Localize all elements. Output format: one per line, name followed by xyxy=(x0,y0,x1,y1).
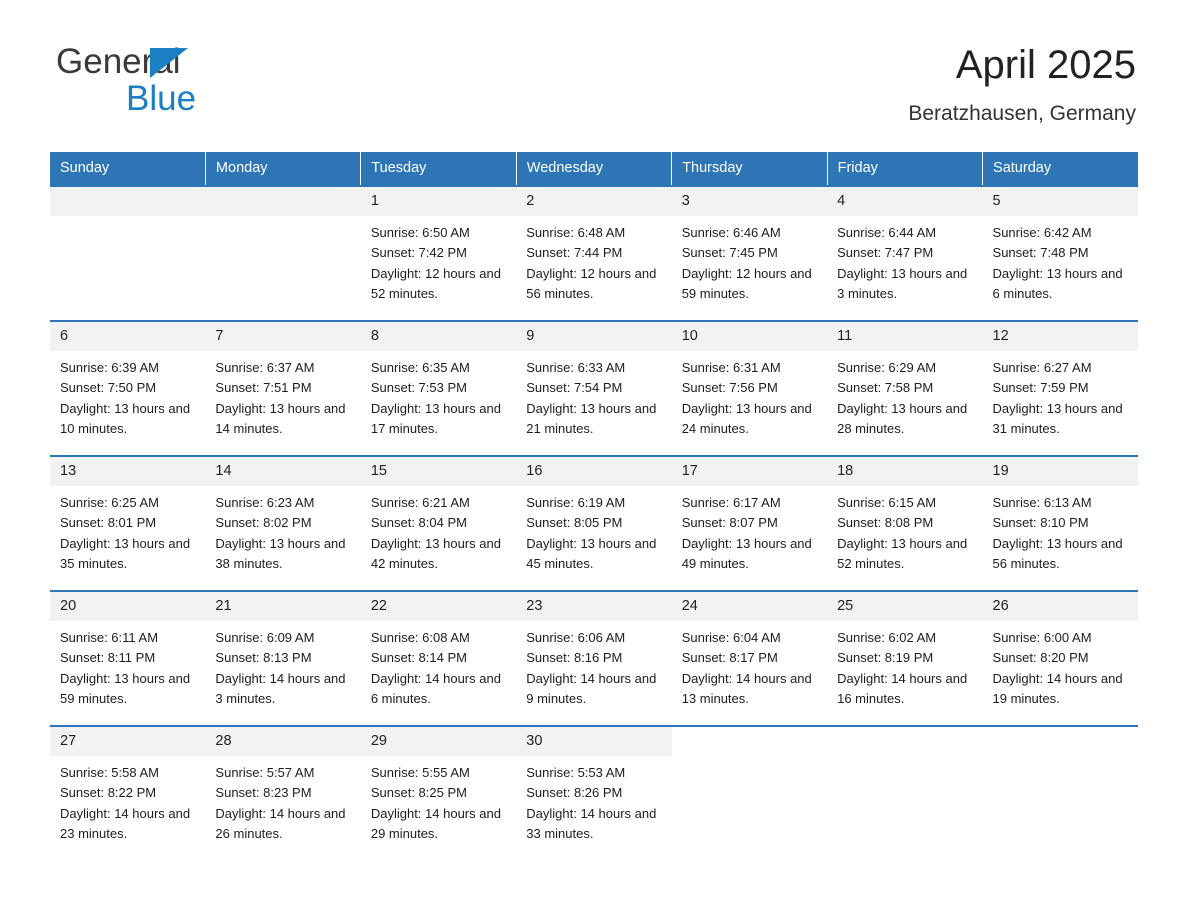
day-sun-info xyxy=(827,621,982,709)
calendar-day-cell[interactable] xyxy=(205,456,360,591)
calendar-body xyxy=(50,186,1138,861)
daylight-text: Daylight: 13 hours and 45 minutes. xyxy=(526,535,657,571)
sunset-text: Sunset: 8:02 PM xyxy=(215,515,312,531)
daylight-text: Daylight: 13 hours and 49 minutes. xyxy=(681,535,812,571)
daylight-text: Daylight: 14 hours and 23 minutes. xyxy=(60,805,191,841)
day-number: 27 xyxy=(50,727,205,756)
sunrise-text: Sunrise: 6:29 AM xyxy=(837,360,937,375)
sunrise-text: Sunrise: 6:48 AM xyxy=(526,225,626,240)
sunset-text: Sunset: 8:14 PM xyxy=(370,650,467,666)
day-sun-info xyxy=(50,486,205,574)
day-number: 4 xyxy=(827,187,982,216)
day-sun-info xyxy=(827,351,982,439)
location-subtitle: Beratzhausen, Germany xyxy=(908,102,1136,125)
daylight-text: Daylight: 14 hours and 29 minutes. xyxy=(370,805,501,841)
calendar-day-cell[interactable] xyxy=(361,726,516,861)
day-number: 20 xyxy=(50,592,205,621)
day-number: 2 xyxy=(516,187,671,216)
calendar-day-cell[interactable] xyxy=(983,591,1138,726)
daylight-text: Daylight: 14 hours and 13 minutes. xyxy=(681,670,812,706)
weekday-header-friday: Friday xyxy=(827,152,982,186)
day-number: 1 xyxy=(361,187,516,216)
daylight-text: Daylight: 13 hours and 17 minutes. xyxy=(370,400,501,436)
calendar-day-cell[interactable] xyxy=(205,591,360,726)
day-sun-info xyxy=(205,486,360,574)
calendar-week-row xyxy=(50,591,1138,726)
sunset-text: Sunset: 7:59 PM xyxy=(992,380,1089,396)
sunset-text: Sunset: 7:54 PM xyxy=(526,380,623,396)
sunrise-text: Sunrise: 5:53 AM xyxy=(526,765,626,780)
daylight-text: Daylight: 13 hours and 24 minutes. xyxy=(681,400,812,436)
calendar-day-cell[interactable] xyxy=(516,726,671,861)
day-number: 13 xyxy=(50,457,205,486)
day-number: 25 xyxy=(827,592,982,621)
day-cell-content xyxy=(983,727,1138,861)
calendar-day-cell[interactable] xyxy=(983,456,1138,591)
calendar-day-cell[interactable] xyxy=(827,591,982,726)
day-number: 19 xyxy=(983,457,1138,486)
daylight-text: Daylight: 12 hours and 52 minutes. xyxy=(370,265,501,301)
sunset-text: Sunset: 7:48 PM xyxy=(992,245,1089,261)
day-sun-info xyxy=(50,351,205,439)
daylight-text: Daylight: 13 hours and 10 minutes. xyxy=(60,400,191,436)
day-sun-info xyxy=(361,756,516,844)
sunrise-text: Sunrise: 6:25 AM xyxy=(60,495,159,510)
day-number: 26 xyxy=(983,592,1138,621)
logo-triangle-icon xyxy=(150,48,188,78)
sunset-text: Sunset: 8:23 PM xyxy=(215,785,312,801)
weekday-header-thursday: Thursday xyxy=(672,152,827,186)
calendar-week-row xyxy=(50,321,1138,456)
sunrise-text: Sunrise: 6:31 AM xyxy=(681,360,781,375)
day-sun-info xyxy=(983,216,1138,304)
sunrise-text: Sunrise: 6:37 AM xyxy=(215,360,315,375)
calendar-day-cell[interactable] xyxy=(516,591,671,726)
sunrise-text: Sunrise: 6:15 AM xyxy=(837,495,937,510)
sunrise-text: Sunrise: 6:23 AM xyxy=(215,495,315,510)
sunrise-text: Sunrise: 6:11 AM xyxy=(60,630,159,645)
daylight-text: Daylight: 14 hours and 6 minutes. xyxy=(370,670,501,706)
day-number: 11 xyxy=(827,322,982,351)
calendar-day-cell[interactable] xyxy=(361,591,516,726)
sunrise-text: Sunrise: 5:58 AM xyxy=(60,765,159,780)
day-number: 21 xyxy=(205,592,360,621)
day-sun-info xyxy=(361,621,516,709)
page-header xyxy=(0,0,1188,126)
day-number: 29 xyxy=(361,727,516,756)
logo-text-general: General xyxy=(56,42,181,81)
sunrise-text: Sunrise: 6:09 AM xyxy=(215,630,315,645)
day-number xyxy=(50,187,205,216)
sunrise-text: Sunrise: 5:55 AM xyxy=(370,765,470,780)
day-cell-content xyxy=(50,187,205,320)
weekday-header-saturday: Saturday xyxy=(983,152,1138,186)
sunrise-text: Sunrise: 6:44 AM xyxy=(837,225,937,240)
day-cell-content xyxy=(516,322,671,455)
day-sun-info xyxy=(361,351,516,439)
day-sun-info xyxy=(50,756,205,844)
daylight-text: Daylight: 13 hours and 59 minutes. xyxy=(60,670,191,706)
sunrise-text: Sunrise: 6:27 AM xyxy=(992,360,1092,375)
daylight-text: Daylight: 13 hours and 14 minutes. xyxy=(215,400,346,436)
daylight-text: Daylight: 13 hours and 3 minutes. xyxy=(837,265,968,301)
day-cell-content xyxy=(672,457,827,590)
calendar-day-cell[interactable] xyxy=(827,456,982,591)
calendar-day-cell[interactable] xyxy=(672,186,827,321)
day-number: 7 xyxy=(205,322,360,351)
day-cell-content xyxy=(361,187,516,320)
day-sun-info xyxy=(516,756,671,844)
weekday-header-wednesday: Wednesday xyxy=(516,152,671,186)
sunset-text: Sunset: 8:01 PM xyxy=(60,515,157,531)
daylight-text: Daylight: 13 hours and 35 minutes. xyxy=(60,535,191,571)
day-sun-info xyxy=(827,486,982,574)
sunrise-text: Sunrise: 6:21 AM xyxy=(370,495,470,510)
day-number: 28 xyxy=(205,727,360,756)
sunset-text: Sunset: 8:04 PM xyxy=(370,515,467,531)
day-sun-info xyxy=(672,621,827,709)
sunset-text: Sunset: 7:53 PM xyxy=(370,380,467,396)
day-sun-info xyxy=(205,351,360,439)
day-number: 18 xyxy=(827,457,982,486)
sunrise-text: Sunrise: 6:08 AM xyxy=(370,630,470,645)
sunset-text: Sunset: 8:17 PM xyxy=(681,650,778,666)
sunrise-text: Sunrise: 6:39 AM xyxy=(60,360,159,375)
day-sun-info xyxy=(361,216,516,304)
sunset-text: Sunset: 8:05 PM xyxy=(526,515,623,531)
sunrise-text: Sunrise: 6:13 AM xyxy=(992,495,1092,510)
day-sun-info xyxy=(983,621,1138,709)
sunset-text: Sunset: 8:25 PM xyxy=(370,785,467,801)
day-cell-content xyxy=(672,322,827,455)
sunset-text: Sunset: 7:58 PM xyxy=(837,380,934,396)
sunrise-text: Sunrise: 6:35 AM xyxy=(370,360,470,375)
daylight-text: Daylight: 14 hours and 9 minutes. xyxy=(526,670,657,706)
daylight-text: Daylight: 14 hours and 16 minutes. xyxy=(837,670,968,706)
day-cell-content xyxy=(827,727,982,861)
daylight-text: Daylight: 13 hours and 31 minutes. xyxy=(992,400,1123,436)
sunrise-text: Sunrise: 6:42 AM xyxy=(992,225,1092,240)
calendar-day-cell[interactable] xyxy=(672,321,827,456)
day-cell-content xyxy=(361,457,516,590)
day-cell-content xyxy=(983,187,1138,320)
day-sun-info xyxy=(516,621,671,709)
sunset-text: Sunset: 8:11 PM xyxy=(60,650,156,666)
day-number xyxy=(983,727,1138,756)
daylight-text: Daylight: 14 hours and 33 minutes. xyxy=(526,805,657,841)
sunset-text: Sunset: 7:45 PM xyxy=(681,245,778,261)
day-cell-content xyxy=(983,322,1138,455)
weekday-header-tuesday: Tuesday xyxy=(361,152,516,186)
calendar-day-cell[interactable] xyxy=(827,321,982,456)
day-number: 8 xyxy=(361,322,516,351)
day-cell-content xyxy=(516,727,671,861)
day-cell-content xyxy=(672,727,827,861)
day-sun-info xyxy=(205,621,360,709)
sunset-text: Sunset: 8:20 PM xyxy=(992,650,1089,666)
day-number: 16 xyxy=(516,457,671,486)
day-number: 3 xyxy=(672,187,827,216)
general-blue-logo xyxy=(56,44,196,116)
day-cell-content xyxy=(205,322,360,455)
daylight-text: Daylight: 14 hours and 26 minutes. xyxy=(215,805,346,841)
day-number: 30 xyxy=(516,727,671,756)
title-block xyxy=(908,44,1136,126)
day-cell-content xyxy=(361,727,516,861)
day-cell-content xyxy=(827,187,982,320)
calendar-day-cell[interactable] xyxy=(361,186,516,321)
sunset-text: Sunset: 7:56 PM xyxy=(681,380,778,396)
daylight-text: Daylight: 13 hours and 28 minutes. xyxy=(837,400,968,436)
day-number: 6 xyxy=(50,322,205,351)
sunset-text: Sunset: 8:26 PM xyxy=(526,785,623,801)
calendar-week-row xyxy=(50,186,1138,321)
calendar-week-row xyxy=(50,726,1138,861)
day-number xyxy=(827,727,982,756)
day-sun-info xyxy=(827,216,982,304)
day-cell-content xyxy=(361,322,516,455)
day-cell-content xyxy=(516,592,671,725)
day-number: 14 xyxy=(205,457,360,486)
day-sun-info xyxy=(361,486,516,574)
day-number: 17 xyxy=(672,457,827,486)
day-cell-content xyxy=(516,187,671,320)
calendar-day-cell[interactable] xyxy=(50,321,205,456)
day-number: 22 xyxy=(361,592,516,621)
day-number xyxy=(205,187,360,216)
calendar-week-row xyxy=(50,456,1138,591)
day-sun-info xyxy=(983,486,1138,574)
day-sun-info xyxy=(516,486,671,574)
sunset-text: Sunset: 7:44 PM xyxy=(526,245,623,261)
day-cell-content xyxy=(827,457,982,590)
day-sun-info xyxy=(205,756,360,844)
daylight-text: Daylight: 13 hours and 38 minutes. xyxy=(215,535,346,571)
calendar-empty-cell xyxy=(672,726,827,861)
logo-text-blue: Blue xyxy=(126,79,197,118)
calendar-empty-cell xyxy=(205,186,360,321)
sunset-text: Sunset: 8:07 PM xyxy=(681,515,778,531)
sunrise-text: Sunrise: 6:19 AM xyxy=(526,495,626,510)
sunset-text: Sunset: 7:47 PM xyxy=(837,245,934,261)
sunset-text: Sunset: 8:16 PM xyxy=(526,650,623,666)
sunset-text: Sunset: 8:19 PM xyxy=(837,650,934,666)
weekday-header-monday: Monday xyxy=(205,152,360,186)
sunrise-text: Sunrise: 6:00 AM xyxy=(992,630,1092,645)
sunset-text: Sunset: 8:08 PM xyxy=(837,515,934,531)
sunrise-text: Sunrise: 6:50 AM xyxy=(370,225,470,240)
sunrise-text: Sunrise: 6:02 AM xyxy=(837,630,937,645)
calendar-day-cell[interactable] xyxy=(672,591,827,726)
weekday-header-row xyxy=(50,152,1138,186)
day-cell-content xyxy=(50,322,205,455)
day-cell-content xyxy=(516,457,671,590)
day-cell-content xyxy=(827,322,982,455)
day-number: 23 xyxy=(516,592,671,621)
day-cell-content xyxy=(50,592,205,725)
day-sun-info xyxy=(672,486,827,574)
sunrise-text: Sunrise: 6:06 AM xyxy=(526,630,626,645)
sunrise-text: Sunrise: 6:33 AM xyxy=(526,360,626,375)
day-sun-info xyxy=(516,351,671,439)
calendar-day-cell[interactable] xyxy=(50,726,205,861)
sunset-text: Sunset: 8:13 PM xyxy=(215,650,312,666)
day-number: 12 xyxy=(983,322,1138,351)
daylight-text: Daylight: 14 hours and 19 minutes. xyxy=(992,670,1123,706)
day-cell-content xyxy=(827,592,982,725)
calendar-day-cell[interactable] xyxy=(516,456,671,591)
day-cell-content xyxy=(361,592,516,725)
weekday-header-sunday: Sunday xyxy=(50,152,205,186)
daylight-text: Daylight: 13 hours and 21 minutes. xyxy=(526,400,657,436)
day-cell-content xyxy=(983,592,1138,725)
day-cell-content xyxy=(205,457,360,590)
page-title: April 2025 xyxy=(955,43,1136,87)
day-cell-content xyxy=(205,592,360,725)
calendar-table xyxy=(50,152,1138,861)
daylight-text: Daylight: 13 hours and 6 minutes. xyxy=(992,265,1123,301)
sunset-text: Sunset: 7:50 PM xyxy=(60,380,157,396)
calendar-day-cell[interactable] xyxy=(672,456,827,591)
daylight-text: Daylight: 14 hours and 3 minutes. xyxy=(215,670,346,706)
sunset-text: Sunset: 8:10 PM xyxy=(992,515,1089,531)
day-sun-info xyxy=(672,351,827,439)
day-cell-content xyxy=(205,187,360,320)
calendar-day-cell[interactable] xyxy=(983,186,1138,321)
calendar-day-cell[interactable] xyxy=(361,321,516,456)
calendar-day-cell[interactable] xyxy=(50,591,205,726)
daylight-text: Daylight: 13 hours and 52 minutes. xyxy=(837,535,968,571)
day-sun-info xyxy=(983,351,1138,439)
day-sun-info xyxy=(50,621,205,709)
daylight-text: Daylight: 12 hours and 59 minutes. xyxy=(681,265,812,301)
sunrise-text: Sunrise: 6:17 AM xyxy=(681,495,781,510)
calendar-day-cell[interactable] xyxy=(516,321,671,456)
sunrise-text: Sunrise: 6:46 AM xyxy=(681,225,781,240)
sunrise-text: Sunrise: 5:57 AM xyxy=(215,765,315,780)
day-cell-content xyxy=(50,457,205,590)
day-cell-content xyxy=(50,727,205,861)
day-cell-content xyxy=(672,592,827,725)
sunset-text: Sunset: 7:51 PM xyxy=(215,380,312,396)
day-cell-content xyxy=(983,457,1138,590)
daylight-text: Daylight: 12 hours and 56 minutes. xyxy=(526,265,657,301)
calendar-empty-cell xyxy=(50,186,205,321)
sunset-text: Sunset: 8:22 PM xyxy=(60,785,157,801)
calendar-empty-cell xyxy=(983,726,1138,861)
day-number: 9 xyxy=(516,322,671,351)
calendar-day-cell[interactable] xyxy=(205,726,360,861)
calendar-day-cell[interactable] xyxy=(205,321,360,456)
calendar-day-cell[interactable] xyxy=(361,456,516,591)
calendar-day-cell[interactable] xyxy=(516,186,671,321)
day-number xyxy=(672,727,827,756)
calendar-empty-cell xyxy=(827,726,982,861)
day-number: 10 xyxy=(672,322,827,351)
daylight-text: Daylight: 13 hours and 56 minutes. xyxy=(992,535,1123,571)
sunrise-text: Sunrise: 6:04 AM xyxy=(681,630,781,645)
calendar-day-cell[interactable] xyxy=(983,321,1138,456)
calendar-day-cell[interactable] xyxy=(50,456,205,591)
day-number: 24 xyxy=(672,592,827,621)
day-cell-content xyxy=(205,727,360,861)
day-cell-content xyxy=(672,187,827,320)
sunset-text: Sunset: 7:42 PM xyxy=(370,245,467,261)
calendar-day-cell[interactable] xyxy=(827,186,982,321)
day-sun-info xyxy=(672,216,827,304)
day-number: 15 xyxy=(361,457,516,486)
daylight-text: Daylight: 13 hours and 42 minutes. xyxy=(370,535,501,571)
day-number: 5 xyxy=(983,187,1138,216)
day-sun-info xyxy=(516,216,671,304)
